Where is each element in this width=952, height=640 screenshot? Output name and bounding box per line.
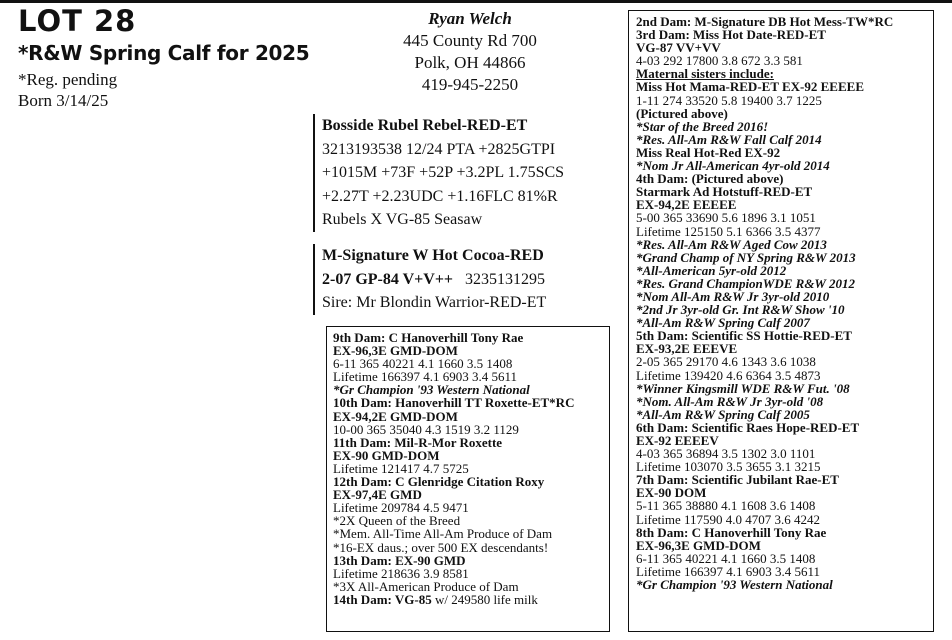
lot-title: LOT 28	[18, 4, 137, 38]
sire-line: +1015M +73F +52P +3.2PL 1.75SCS	[322, 164, 565, 181]
pedigree-text: *Winner Kingsmill WDE R&W Fut. '08	[636, 380, 850, 396]
pedigree-text: EX-94,2E EEEEE	[636, 197, 737, 213]
pedigree-text: Miss Hot Mama-RED-ET EX-92 EEEEE	[636, 79, 864, 95]
pedigree-text: 4-03 365 36894 3.5 1302 3.0 1101	[636, 446, 816, 462]
dam-score: 2-07 GP-84 V+V++	[322, 270, 454, 288]
pedigree-text: *All-Am R&W Spring Calf 2007	[636, 315, 810, 331]
pedigree-text: EX-90 GMD-DOM	[333, 447, 440, 463]
pedigree-text: 9th Dam: C Hanoverhill Tony Rae	[333, 330, 524, 345]
pedigree-line	[636, 578, 926, 591]
dam-name: M-Signature W Hot Cocoa-RED	[322, 247, 544, 264]
pedigree-text: VG-87 VV+VV	[636, 40, 721, 56]
pedigree-text: Lifetime 166397 4.1 6903 3.4 5611	[636, 563, 821, 579]
seller-address-line2: Polk, OH 44866	[414, 53, 526, 72]
pedigree-text: EX-92 EEEEV	[636, 433, 719, 448]
pedigree-text: 6-11 365 40221 4.1 1660 3.5 1408	[636, 550, 816, 566]
dam-block	[313, 244, 622, 315]
pedigree-text: Lifetime 125150 5.1 6366 3.5 4377	[636, 223, 821, 239]
pedigree-text: *Res. All-Am R&W Fall Calf 2014	[636, 131, 822, 147]
pedigree-text: 3rd Dam: Miss Hot Date-RED-ET	[636, 27, 826, 43]
pedigree-text: *Nom All-Am R&W Jr 3yr-old 2010	[636, 288, 830, 304]
pedigree-text: 13th Dam: EX-90 GMD	[333, 552, 466, 568]
top-rule	[0, 0, 952, 3]
pedigree-text: 2-05 365 29170 4.6 1343 3.6 1038	[636, 354, 816, 370]
sire-line: Rubels X VG-85 Seasaw	[322, 211, 483, 228]
pedigree-text: *Gr Champion '93 Western National	[333, 382, 530, 398]
pedigree-text: *All-American 5yr-old 2012	[636, 262, 787, 278]
pedigree-text: *Gr Champion '93 Western National	[636, 577, 833, 593]
pedigree-text: *Mem. All-Time All-Am Produce of Dam	[333, 526, 553, 542]
ancestry-box-right	[628, 10, 934, 632]
pedigree-text: *2nd Jr 3yr-old Gr. Int R&W Show '10	[636, 302, 845, 318]
pedigree-text: 6-11 365 40221 4.1 1660 3.5 1408	[333, 356, 513, 372]
pedigree-text: 12th Dam: C Glenridge Citation Roxy	[333, 474, 545, 490]
pedigree-text: 4th Dam: (Pictured above)	[636, 171, 784, 187]
dam-registration: 3235131295	[465, 270, 546, 288]
pedigree-text: 10th Dam: Hanoverhill TT Roxette-ET*RC	[333, 395, 575, 411]
pedigree-text: 2nd Dam: M-Signature DB Hot Mess-TW*RC	[636, 14, 894, 29]
pedigree-text: *Res. Grand ChampionWDE R&W 2012	[636, 275, 856, 291]
pedigree-text: 5-00 365 33690 5.6 1896 3.1 1051	[636, 210, 816, 226]
pedigree-text: *Nom Jr All-American 4yr-old 2014	[636, 158, 830, 174]
pedigree-text: EX-90 DOM	[636, 485, 707, 501]
pedigree-text: EX-96,3E GMD-DOM	[333, 343, 458, 359]
seller-info	[388, 8, 552, 96]
pedigree-text: EX-96,3E GMD-DOM	[636, 537, 761, 553]
pedigree-text: EX-94,2E GMD-DOM	[333, 408, 458, 424]
pedigree-text: *All-Am R&W Spring Calf 2005	[636, 406, 810, 422]
pedigree-text: 1-11 274 33520 5.8 19400 3.7 1225	[636, 92, 822, 108]
seller-phone: 419-945-2250	[421, 75, 519, 94]
pedigree-text: 5-11 365 38880 4.1 1608 3.6 1408	[636, 498, 816, 514]
seller-address-line1: 445 County Rd 700	[403, 31, 537, 50]
birth-date: Born 3/14/25	[18, 91, 109, 110]
pedigree-text: Lifetime 218636 3.9 8581	[333, 565, 469, 581]
pedigree-text: Starmark Ad Hotstuff-RED-ET	[636, 184, 813, 200]
seller-name: Ryan Welch	[428, 9, 512, 28]
dam-sire: Sire: Mr Blondin Warrior-RED-ET	[322, 294, 547, 311]
pedigree-text: 8th Dam: C Hanoverhill Tony Rae	[636, 524, 827, 540]
pedigree-text: Lifetime 103070 3.5 3655 3.1 3215	[636, 459, 821, 475]
pedigree-text: *Star of the Breed 2016!	[636, 118, 769, 134]
pedigree-text: 14th Dam: VG-85	[333, 591, 432, 607]
pedigree-text: Lifetime 209784 4.5 9471	[333, 500, 469, 516]
pedigree-text: Maternal sisters include:	[636, 66, 774, 82]
pedigree-text-tail: w/ 249580 life milk	[431, 591, 538, 607]
pedigree-text: *Res. All-Am R&W Aged Cow 2013	[636, 236, 827, 252]
lot-subtitle: *R&W Spring Calf for 2025	[18, 41, 310, 65]
pedigree-text: *Grand Champ of NY Spring R&W 2013	[636, 249, 856, 265]
pedigree-text: Lifetime 121417 4.7 5725	[333, 460, 469, 476]
pedigree-text: *3X All-American Produce of Dam	[333, 578, 519, 594]
pedigree-text: Miss Real Hot-Red EX-92	[636, 144, 781, 160]
pedigree-text: Lifetime 166397 4.1 6903 3.4 5611	[333, 369, 518, 385]
pedigree-text: *16-EX daus.; over 500 EX descendants!	[333, 539, 549, 555]
pedigree-text: Lifetime 117590 4.0 4707 3.6 4242	[636, 511, 821, 527]
pedigree-text: *2X Queen of the Breed	[333, 513, 461, 529]
pedigree-text: 4-03 292 17800 3.8 672 3.3 581	[636, 53, 803, 69]
pedigree-text: 5th Dam: Scientific SS Hottie-RED-ET	[636, 328, 852, 344]
pedigree-text: Lifetime 139420 4.6 6364 3.5 4873	[636, 367, 821, 383]
sire-name: Bosside Rubel Rebel-RED-ET	[322, 117, 528, 134]
pedigree-text: EX-93,2E EEEVE	[636, 341, 738, 357]
pedigree-line	[333, 593, 603, 606]
ancestry-box-left	[326, 326, 610, 632]
pedigree-text: *Nom. All-Am R&W Jr 3yr-old '08	[636, 393, 824, 409]
pedigree-text: 6th Dam: Scientific Raes Hope-RED-ET	[636, 419, 860, 435]
sire-line: 3213193538 12/24 PTA +2825GTPI	[322, 140, 556, 158]
pedigree-text: 7th Dam: Scientific Jubilant Rae-ET	[636, 472, 839, 488]
pedigree-text: (Pictured above)	[636, 105, 728, 121]
sire-block	[313, 114, 622, 232]
pedigree-text: EX-97,4E GMD	[333, 487, 422, 503]
sire-line: +2.27T +2.23UDC +1.16FLC 81%R	[322, 187, 558, 205]
pedigree-text: 10-00 365 35040 4.3 1519 3.2 1129	[333, 421, 519, 437]
dam-classification	[322, 268, 622, 292]
registration-status: *Reg. pending	[18, 70, 118, 89]
pedigree-text: 11th Dam: Mil-R-Mor Roxette	[333, 434, 503, 450]
